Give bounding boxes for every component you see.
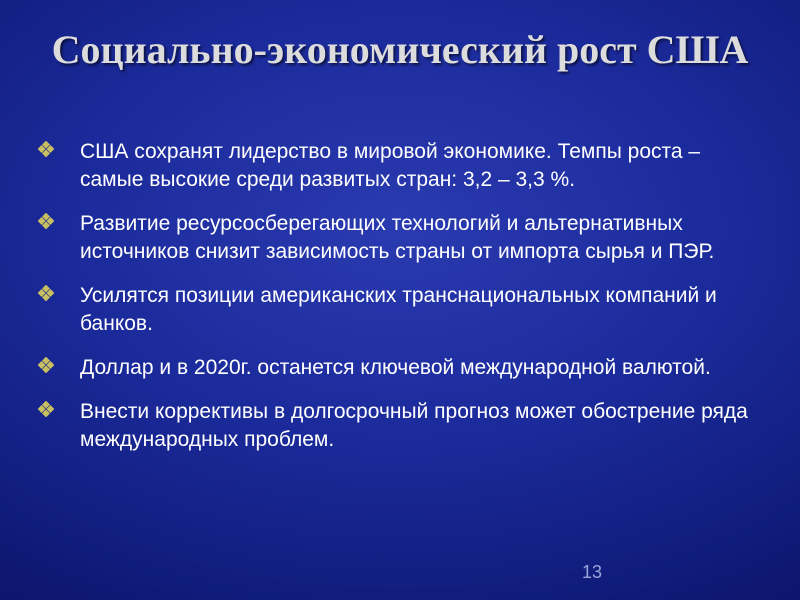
- diamond-cluster-icon: [38, 285, 54, 301]
- page-number: 13: [581, 562, 602, 582]
- bullet-item: [38, 282, 768, 338]
- bullet-item: [38, 398, 768, 454]
- diamond-cluster-icon: [38, 141, 54, 157]
- bullet-text: Внести коррективы в долгосрочный прогноз может обострение ряда международных проблем.: [80, 400, 748, 451]
- diamond-cluster-icon: [38, 401, 54, 417]
- slide-title: Социально-экономический рост США: [51, 27, 749, 72]
- bullet-item: [38, 354, 768, 382]
- bullet-text: Усилятся позиции американских транснациональных компаний и банков.: [80, 284, 717, 335]
- bullet-list: [38, 138, 768, 470]
- diamond-cluster-icon: [38, 213, 54, 229]
- bullet-item: [38, 138, 768, 194]
- bullet-text: Доллар и в 2020г. останется ключевой международной валютой.: [80, 356, 711, 379]
- bullet-text: США сохранят лидерство в мировой экономике. Темпы роста – самые высокие среди развитых стран: 3,2 – 3,3 %.: [80, 140, 701, 191]
- bullet-item: [38, 210, 768, 266]
- bullet-text: Развитие ресурсосберегающих технологий и альтернативных источников снизит зависимость страны от импорта сырья и ПЭР.: [80, 212, 715, 263]
- diamond-cluster-icon: [38, 357, 54, 373]
